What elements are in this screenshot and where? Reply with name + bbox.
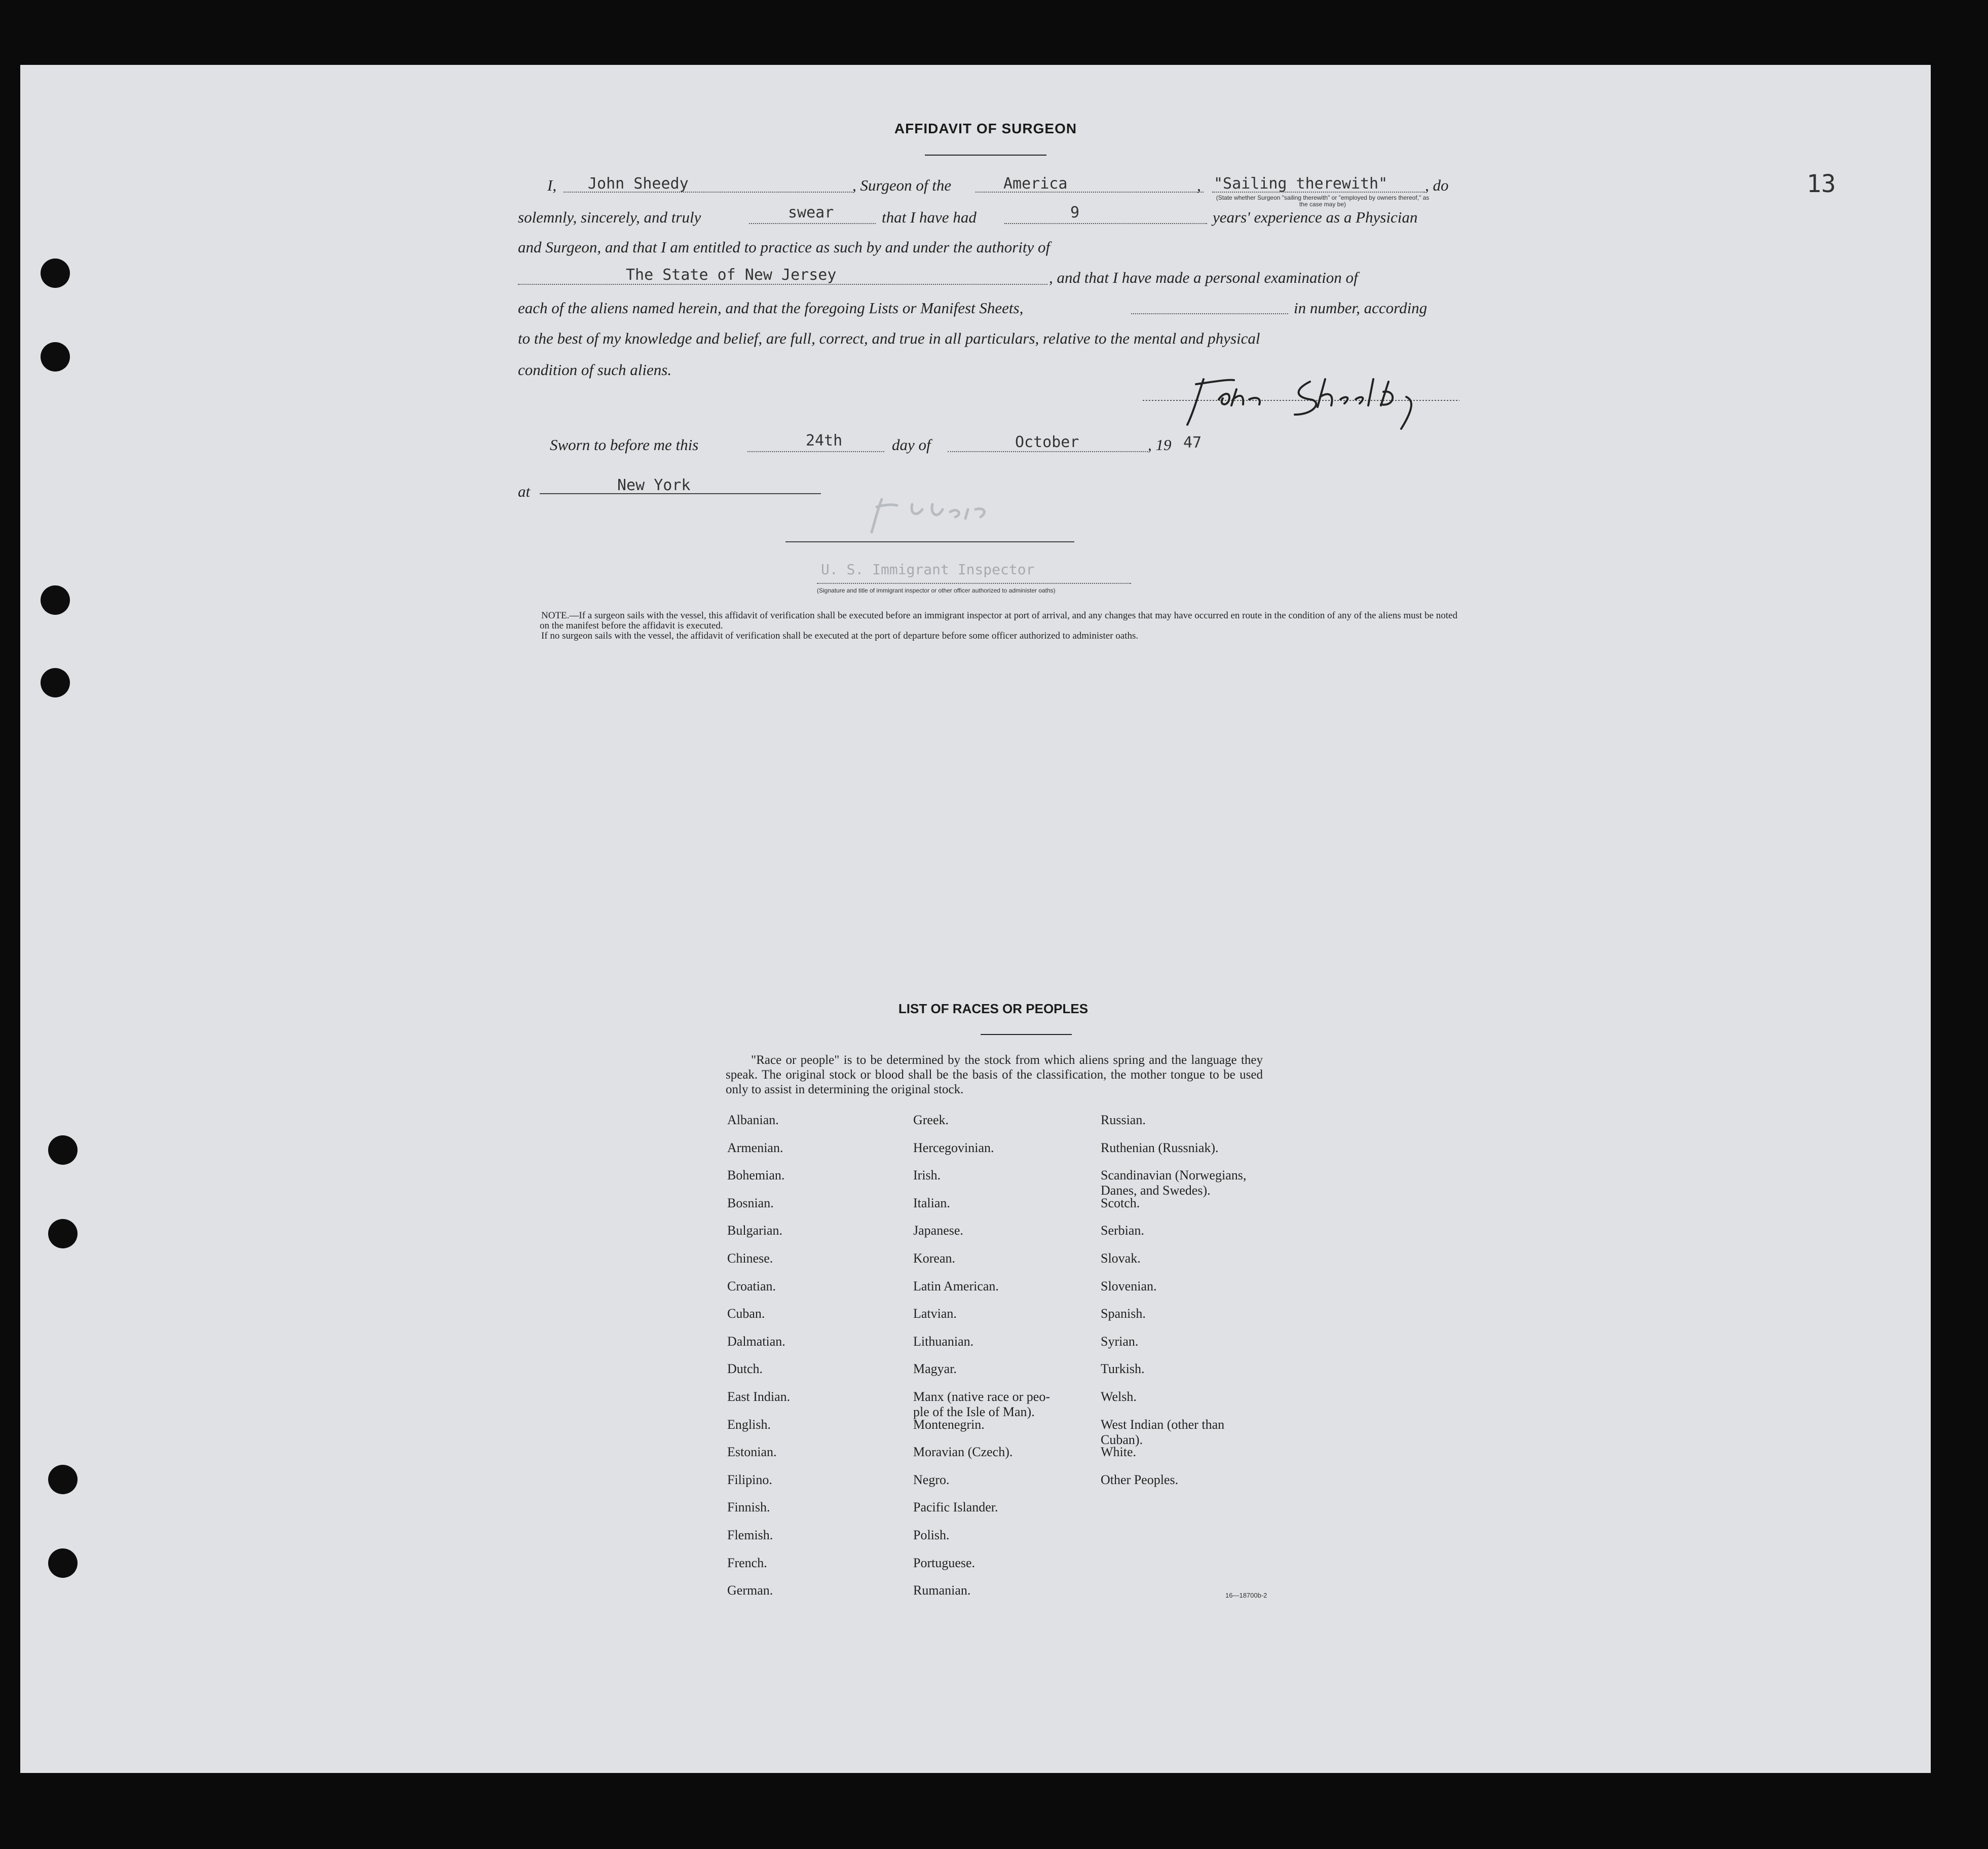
race-list-item: Serbian. bbox=[1101, 1223, 1144, 1238]
race-list-item: Korean. bbox=[913, 1250, 956, 1266]
races-list-title: LIST OF RACES OR PEOPLES bbox=[898, 1001, 1089, 1016]
line5-prefix: each of the aliens named herein, and that the foregoing Lists or Manifest Sheets, bbox=[518, 299, 1024, 317]
race-list-item: Montenegrin. bbox=[913, 1417, 985, 1432]
race-list-item: Rumanian. bbox=[913, 1583, 971, 1598]
line1-mid: , Surgeon of the bbox=[852, 176, 952, 194]
race-list-item: Armenian. bbox=[727, 1140, 783, 1155]
line7: condition of such aliens. bbox=[518, 361, 672, 379]
race-list-item: Estonian. bbox=[727, 1445, 777, 1460]
race-list-item: Latin American. bbox=[913, 1278, 999, 1293]
affidavit-note bbox=[540, 611, 1462, 641]
race-list-item: Ruthenian (Russniak). bbox=[1101, 1140, 1219, 1155]
note-paragraph-1: NOTE.—If a surgeon sails with the vessel, this affidavit of verification shall be executed before an immigrant inspector at port of arrival, and any changes that may have occurred en route in the condition of any of the aliens must be noted on the manifest before the affidavit is executed. bbox=[540, 610, 1457, 631]
race-list-item: Dalmatian. bbox=[727, 1334, 785, 1349]
race-list-item: Latvian. bbox=[913, 1306, 957, 1321]
sworn-day-word: day of bbox=[892, 436, 931, 454]
races-title-underline bbox=[981, 1034, 1072, 1035]
title-underline bbox=[925, 155, 1046, 156]
punch-hole bbox=[41, 668, 70, 697]
race-list-item: Albanian. bbox=[727, 1113, 779, 1127]
punch-hole bbox=[41, 258, 70, 288]
punch-hole bbox=[48, 1135, 78, 1165]
race-list-item: Cuban. bbox=[727, 1306, 765, 1321]
race-list-item: Russian. bbox=[1101, 1113, 1146, 1127]
status-hint: (State whether Surgeon "sailing therewith" or "employed by owners thereof," as the case may be) bbox=[1216, 194, 1430, 208]
race-list-item: Chinese. bbox=[727, 1250, 773, 1266]
punch-hole bbox=[41, 342, 70, 372]
race-list-item: Bohemian. bbox=[727, 1168, 785, 1183]
line3: and Surgeon, and that I am entitled to practice as such by and under the authority of bbox=[518, 238, 1051, 256]
race-list-item: Bulgarian. bbox=[727, 1223, 783, 1238]
race-list-item: Moravian (Czech). bbox=[913, 1445, 1013, 1460]
race-list-item: Magyar. bbox=[913, 1361, 957, 1377]
races-column-1 bbox=[727, 1113, 899, 1611]
race-list-item: French. bbox=[727, 1555, 767, 1570]
inspector-caption: (Signature and title of immigrant inspector or other officer authorized to administer oaths) bbox=[817, 587, 1056, 594]
line4-suffix: , and that I have made a personal examination of bbox=[1049, 269, 1358, 286]
affidavit-title: AFFIDAVIT OF SURGEON bbox=[894, 121, 1077, 136]
race-list-item: White. bbox=[1101, 1445, 1137, 1460]
race-list-item: Finnish. bbox=[727, 1500, 770, 1515]
race-list-item: East Indian. bbox=[727, 1389, 791, 1404]
race-list-item: Hercegovinian. bbox=[913, 1140, 994, 1155]
races-column-2 bbox=[913, 1113, 1096, 1611]
sworn-prefix: Sworn to before me this bbox=[550, 436, 699, 454]
race-list-item: Portuguese. bbox=[913, 1555, 976, 1570]
inspector-title: U. S. Immigrant Inspector bbox=[821, 561, 1035, 578]
race-list-item: Manx (native race or peo- ple of the Isle of Man). bbox=[913, 1389, 1050, 1419]
line2-prefix: solemnly, sincerely, and truly bbox=[518, 208, 701, 226]
place-city: New York bbox=[617, 476, 691, 494]
sworn-year-prefix: , 19 bbox=[1148, 436, 1172, 454]
race-list-item: Spanish. bbox=[1101, 1306, 1146, 1321]
races-column-3 bbox=[1101, 1113, 1283, 1500]
race-list-item: Slovenian. bbox=[1101, 1278, 1157, 1293]
surgeon-status: "Sailing therewith" bbox=[1214, 175, 1388, 193]
inspector-signature bbox=[861, 489, 1014, 535]
race-list-item: Filipino. bbox=[727, 1472, 772, 1487]
race-list-item: Croatian. bbox=[727, 1278, 776, 1293]
race-list-item: Other Peoples. bbox=[1101, 1472, 1179, 1487]
page-number: 13 bbox=[1807, 170, 1836, 198]
race-list-item: West Indian (other than Cuban). bbox=[1101, 1417, 1225, 1447]
punch-hole bbox=[48, 1219, 78, 1248]
sworn-month: October bbox=[1015, 433, 1079, 451]
line5-suffix: in number, according bbox=[1294, 299, 1428, 317]
line1-suffix: , do bbox=[1425, 176, 1449, 194]
race-list-item: Slovak. bbox=[1101, 1250, 1141, 1266]
oath-word: swear bbox=[788, 204, 834, 221]
line6: to the best of my knowledge and belief, are full, correct, and true in all particulars, relative to the mental and physical bbox=[518, 329, 1260, 347]
sworn-day: 24th bbox=[806, 432, 843, 450]
race-list-item: Negro. bbox=[913, 1472, 950, 1487]
vessel-name: America bbox=[1003, 175, 1068, 193]
race-list-item: Italian. bbox=[913, 1195, 950, 1210]
race-list-item: Pacific Islander. bbox=[913, 1500, 998, 1515]
race-list-item: German. bbox=[727, 1583, 773, 1598]
punch-hole bbox=[41, 585, 70, 615]
licensing-authority: The State of New Jersey bbox=[626, 266, 837, 284]
line2-mid: that I have had bbox=[882, 208, 977, 226]
race-list-item: Syrian. bbox=[1101, 1334, 1139, 1349]
line1-comma: , bbox=[1197, 176, 1201, 194]
form-number: 16—18700b-2 bbox=[1225, 1592, 1267, 1599]
race-list-item: Greek. bbox=[913, 1113, 949, 1127]
races-intro: "Race or people" is to be determined by the stock from which aliens spring and the language they speak. The original stock or blood shall be the basis of the classification, the mother tongue to be used only to assist in determining the original stock. bbox=[726, 1053, 1263, 1096]
place-prefix: at bbox=[518, 483, 531, 500]
race-list-item: Dutch. bbox=[727, 1361, 763, 1377]
race-list-item: Japanese. bbox=[913, 1223, 963, 1238]
race-list-item: Scotch. bbox=[1101, 1195, 1140, 1210]
race-list-item: Bosnian. bbox=[727, 1195, 774, 1210]
race-list-item: English. bbox=[727, 1417, 771, 1432]
line1-prefix: I, bbox=[547, 176, 557, 194]
surgeon-name: John Sheedy bbox=[588, 175, 689, 193]
race-list-item: Scandinavian (Norwegians, Danes, and Swedes). bbox=[1101, 1168, 1247, 1198]
surgeon-signature bbox=[1143, 369, 1467, 430]
line2-suffix: years' experience as a Physician bbox=[1213, 208, 1418, 226]
race-list-item: Lithuanian. bbox=[913, 1334, 974, 1349]
race-list-item: Flemish. bbox=[727, 1527, 773, 1542]
sworn-year: 47 bbox=[1183, 434, 1202, 452]
punch-hole bbox=[48, 1465, 78, 1494]
note-paragraph-2: If no surgeon sails with the vessel, the affidavit of verification shall be executed at the port of departure before some officer authorized to administer oaths. bbox=[541, 631, 1139, 641]
race-list-item: Polish. bbox=[913, 1527, 950, 1542]
race-list-item: Irish. bbox=[913, 1168, 941, 1183]
punch-hole bbox=[48, 1548, 78, 1578]
race-list-item: Turkish. bbox=[1101, 1361, 1145, 1377]
race-list-item: Welsh. bbox=[1101, 1389, 1137, 1404]
years-experience: 9 bbox=[1070, 204, 1080, 221]
